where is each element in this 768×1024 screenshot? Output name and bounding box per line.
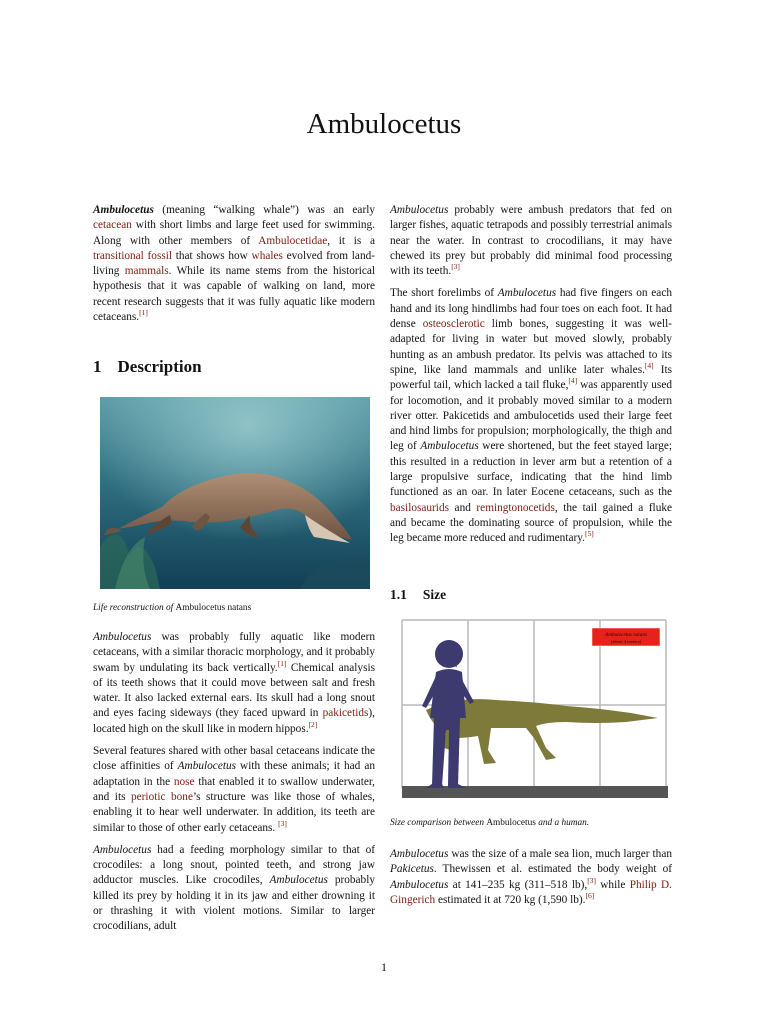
size-label-line1: Ambulocetus natans	[605, 631, 647, 638]
life-reconstruction-image	[100, 397, 370, 589]
ref-1[interactable]: [1]	[139, 308, 148, 318]
size-paragraph: Ambulocetus was the size of a male sea lion, much larger than Pakicetus. Thewissen et al. estimated the body weight of Ambulocetus at 141–235 kg (311–518 lb),[3] while Philip D. Gingerich estimated it at 720 kg (1,590 lb).[6]	[390, 848, 672, 907]
right-column	[390, 203, 672, 915]
figure2-caption: Size comparison between Ambulocetus and a human.	[390, 817, 590, 828]
ref-3[interactable]: [3]	[278, 818, 287, 828]
ref-2[interactable]: [2]	[308, 719, 318, 729]
link-cetacean[interactable]: cetacean	[93, 219, 132, 232]
left-column	[93, 203, 375, 942]
link-philip-gingerich[interactable]: Philip D. Gingerich	[390, 878, 672, 907]
description-paragraph-2: Several features shared with other basal cetaceans indicate the close affinities of Ambulocetus with these animals; it had an adaptation in the nose that enabled it to swallow underwater, and its periotic bone’s structure was like those of whales, enabling it to hear well underwater. In addition, its teeth are similar to those of other early cetaceans. [3]	[93, 745, 375, 834]
link-nose[interactable]: nose	[173, 775, 195, 788]
page-number: 1	[381, 960, 387, 974]
ref-3[interactable]: [3]	[451, 262, 460, 272]
link-basilosaurids[interactable]: basilosaurids	[390, 501, 449, 514]
size-comparison-diagram	[396, 618, 670, 808]
page-title: Ambulocetus	[306, 108, 462, 140]
link-periotic-bone[interactable]: periotic bone	[131, 790, 193, 803]
size-comparison-image	[396, 618, 670, 808]
description-paragraph-3-start: Ambulocetus had a feeding morphology similar to that of crocodiles: a long snout, pointed teeth, and strong jaw adductor muscles. Like crocodiles, Ambulocetus probably killed its prey by holding it in its jaw and either drowning it or thrashing it with violent motions. Similar to larger crocodilians, adult	[93, 843, 375, 933]
ref-4[interactable]: [4]	[568, 376, 578, 386]
size-label-line2: (about 4 meters)	[610, 638, 642, 644]
intro-paragraph: Ambulocetus (meaning “walking whale”) was an early cetacean with short limbs and large feet used for swimming. Along with other members of Ambulocetidae, it is a transitional fossil that shows how whales evolved from land-living mammals. While its name stems from the historical hypothesis that it was capable of walking on land, more recent research suggests that it was fully aquatic like modern cetaceans.[1]	[93, 204, 375, 324]
section-heading-description: 1 Description	[93, 357, 202, 377]
ref-1[interactable]: [1]	[277, 658, 287, 668]
link-remingtonocetids[interactable]: remingtonocetids	[476, 501, 555, 514]
description-paragraph-3-end: Ambulocetus probably were ambush predators that fed on larger fishes, aquatic tetrapods and possibly terrestrial animals near the water. In contrast to crocodilians, it may have chewed its prey but probably did minimal food processing with its teeth.[3]	[390, 204, 672, 278]
ref-5[interactable]: [5]	[585, 529, 594, 539]
link-osteosclerotic[interactable]: osteosclerotic	[422, 318, 485, 331]
ref-3[interactable]: [3]	[587, 875, 596, 885]
underwater-scene-illustration	[100, 397, 370, 589]
figure1-caption: Life reconstruction of Ambulocetus natans	[93, 602, 252, 613]
ref-4[interactable]: [4]	[644, 361, 654, 371]
ref-6[interactable]: [6]	[585, 891, 595, 901]
link-transitional-fossil[interactable]: transitional fossil	[93, 249, 173, 262]
link-pakicetids[interactable]: pakicetids	[322, 707, 369, 720]
link-whales[interactable]: whales	[251, 249, 283, 262]
size-label-box	[592, 628, 660, 646]
description-paragraph-1: Ambulocetus was probably fully aquatic like modern cetaceans, with a similar thoracic morphology, and it probably swam by undulating its back vertically.[1] Chemical analysis of its teeth shows that it could move between salt and fresh water. It also lacked external ears. Its skull had a long snout and eyes facing sideways (they faced upward in pakicetids), located high on the skull like in modern hippos.[2]	[93, 630, 375, 735]
link-ambulocetidae[interactable]: Ambulocetidae	[258, 234, 328, 247]
description-paragraph-4: The short forelimbs of Ambulocetus had five fingers on each hand and its long hindlimbs had four toes on each foot. It had dense osteosclerotic limb bones, suggesting it was well-adapted for living in water but moved slowly, probably hunting as an ambush predator. Its pelvis was attached to its spine, like land mammals and unlike later whales.[4] Its powerful tail, which lacked a tail fluke,[4] was apparently used for locomotion, and it probably moved similar to a modern river otter. Pakicetids and ambulocetids used their large feet and hind limbs for propulsion; morphologically, the thigh and leg of Ambulocetus were shortened, but the feet stayed large; this resulted in a reduction in lever arm but a retention of a large propulsive surface, indicating that the hind limb functioned as an oar. In later Eocene cetaceans, such as the basilosaurids and remingtonocetids, the tail gained a fluke and became the dominating source of propulsion, while the leg became more reduced and rudimentary.[5]	[390, 287, 673, 545]
link-mammals[interactable]: mammals	[124, 265, 169, 278]
section-heading-size: 1.1 Size	[390, 586, 447, 602]
